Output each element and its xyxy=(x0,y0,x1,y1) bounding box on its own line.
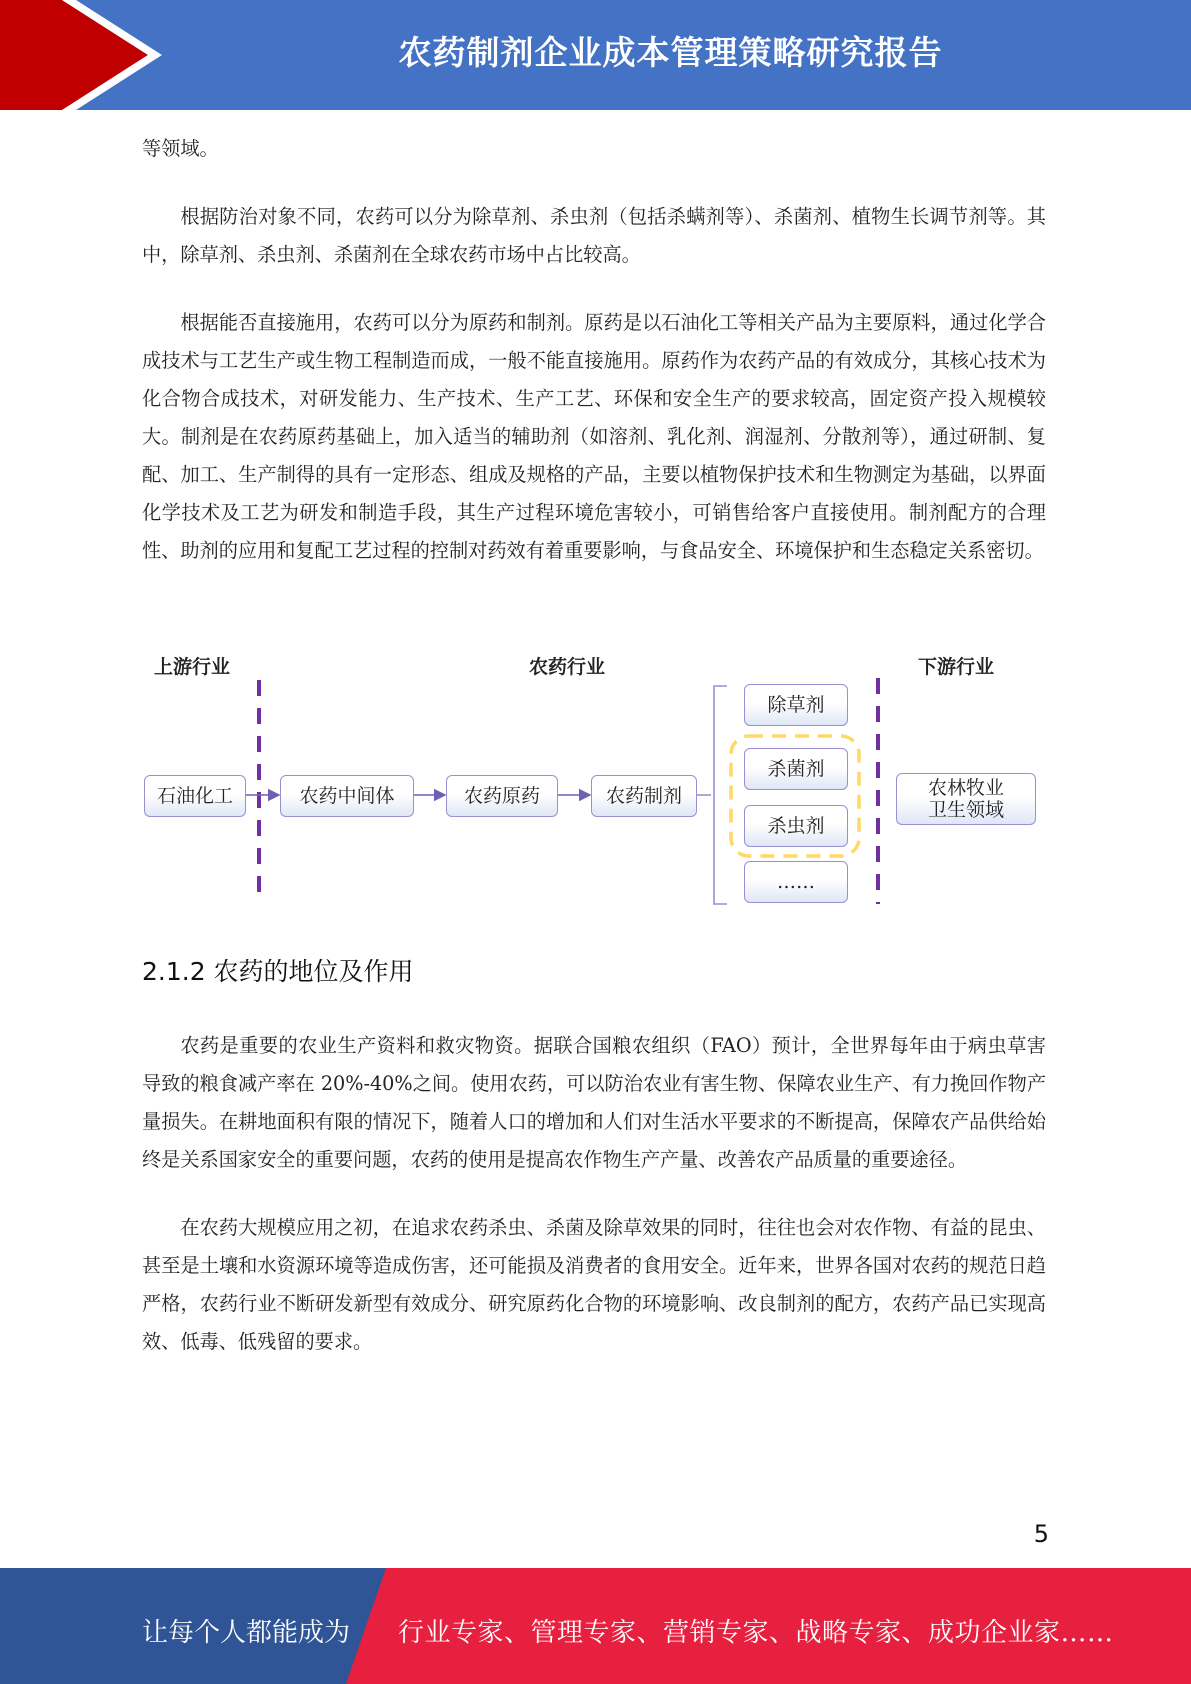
report-title: 农药制剂企业成本管理策略研究报告 xyxy=(398,33,943,72)
node-pesticide-formulation: 农药制剂 xyxy=(591,775,697,817)
page-header xyxy=(0,0,1191,110)
paragraph: 等领域。 xyxy=(142,137,219,160)
downstream-line-2: 卫生领域 xyxy=(927,799,1004,821)
product-more: …… xyxy=(744,861,848,903)
upstream-label: 上游行业 xyxy=(154,656,231,678)
industry-label: 农药行业 xyxy=(529,656,606,678)
paragraph: 农药是重要的农业生产资料和救灾物资。据联合国粮农组织（FAO）预计，全世界每年由于病虫草害导致的粮食减产率在 20%-40%之间。使用农药，可以防治农业有害生物、保障农业生产、有力挽回作物产量损失。在耕地面积有限的情况下，随着人口的增加和人们对生活水平要求的不断提高，保障农产品供给始终是关系国家安全的重要问题，农药的使用是提高农作物生产产量、改善农产品质量的重要途径。 xyxy=(142,1034,1046,1171)
footer-slogan-right: 行业专家、管理专家、营销专家、战略专家、成功企业家…… xyxy=(398,1618,1114,1648)
body-text-bottom xyxy=(142,1027,1046,1391)
product-insecticide: 杀虫剂 xyxy=(744,805,848,847)
paragraph: 在农药大规模应用之初，在追求农药杀虫、杀菌及除草效果的同时，往往也会对农作物、有益的昆虫、甚至是土壤和水资源环境等造成伤害，还可能损及消费者的食用安全。近年来，世界各国对农药的规范日趋严格，农药行业不断研发新型有效成分、研究原药化合物的环境影响、改良制剂的配方，农药产品已实现高效、低毒、低残留的要求。 xyxy=(142,1216,1046,1353)
industry-chain-diagram xyxy=(138,642,1048,912)
page-number: 5 xyxy=(1033,1520,1049,1548)
paragraph: 根据能否直接施用，农药可以分为原药和制剂。原药是以石油化工等相关产品为主要原料，通过化学合成技术与工艺生产或生物工程制造而成，一般不能直接施用。原药作为农药产品的有效成分，其核心技术为化合物合成技术，对研发能力、生产技术、生产工艺、环保和安全生产的要求较高，固定资产投入规模较大。制剂是在农药原药基础上，加入适当的辅助剂（如溶剂、乳化剂、润湿剂、分散剂等），通过研制、复配、加工、生产制得的具有一定形态、组成及规格的产品，主要以植物保护技术和生物测定为基础，以界面化学技术及工艺为研发和制造手段，其生产过程环境危害较小，可销售给客户直接使用。制剂配方的合理性、助剂的应用和复配工艺过程的控制对药效有着重要影响，与食品安全、环境保护和生态稳定关系密切。 xyxy=(142,311,1046,562)
product-herbicide: 除草剂 xyxy=(744,684,848,726)
product-fungicide: 杀菌剂 xyxy=(744,748,848,790)
node-petrochemical: 石油化工 xyxy=(144,775,246,817)
node-raw-pesticide: 农药原药 xyxy=(446,775,558,817)
footer-slogan-left: 让每个人都能成为 xyxy=(142,1618,351,1648)
body-text-top xyxy=(142,130,1046,600)
node-downstream xyxy=(896,773,1036,825)
downstream-label: 下游行业 xyxy=(918,656,995,678)
node-pesticide-intermediate: 农药中间体 xyxy=(280,775,414,817)
paragraph: 根据防治对象不同，农药可以分为除草剂、杀虫剂（包括杀螨剂等）、杀菌剂、植物生长调节剂等。其中，除草剂、杀虫剂、杀菌剂在全球农药市场中占比较高。 xyxy=(142,205,1046,266)
downstream-line-1: 农林牧业 xyxy=(927,777,1004,799)
section-heading: 2.1.2 农药的地位及作用 xyxy=(142,957,414,986)
